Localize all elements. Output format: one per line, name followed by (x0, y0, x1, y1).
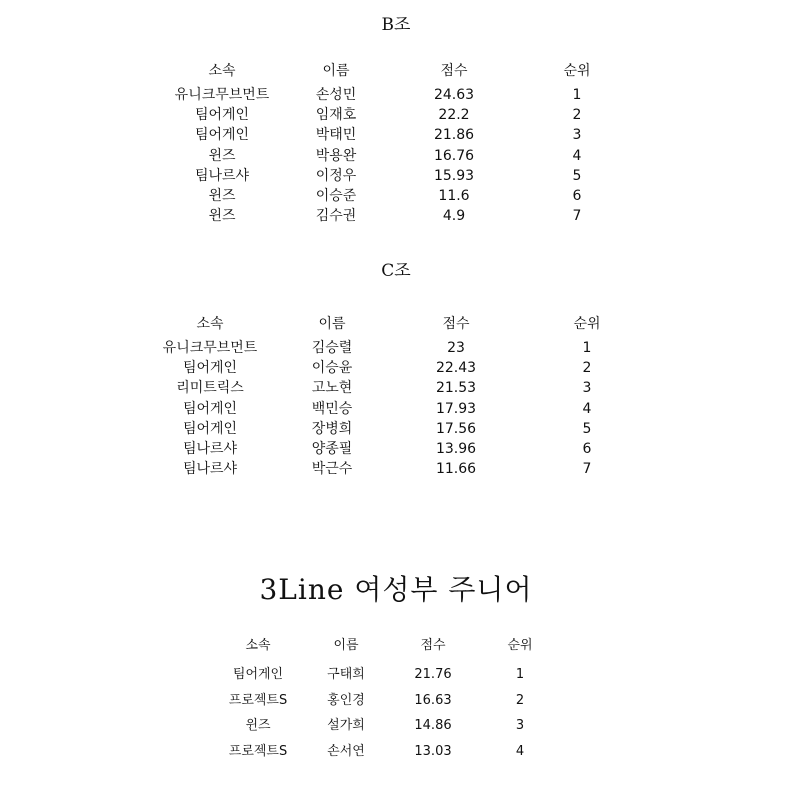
column-header: 소속 (245, 638, 271, 653)
table-cell: 박근수 (311, 461, 353, 478)
column-header: 이름 (318, 316, 346, 332)
table-cell: 17.56 (435, 420, 477, 437)
table-cell: 팀어게인 (194, 107, 250, 124)
table-cell: 팀나르샤 (182, 461, 238, 478)
table-cell: 팀나르샤 (182, 441, 238, 457)
table-cell: 2 (572, 107, 582, 124)
table-cell: 박용완 (315, 147, 357, 164)
table-cell: 1 (515, 667, 525, 682)
table-cell: 윈즈 (208, 188, 236, 204)
table-cell: 윈즈 (208, 208, 236, 225)
table-cell: 팀나르샤 (194, 167, 250, 184)
table-cell: 유니크무브먼트 (174, 87, 270, 103)
table-cell: 2 (515, 692, 525, 708)
column-header: 이름 (322, 63, 350, 79)
table-cell: 윈즈 (208, 147, 236, 164)
table-cell: 이승준 (315, 188, 357, 204)
table-cell: 팀어게인 (194, 127, 250, 144)
table-cell: 2 (582, 360, 592, 377)
table-cell: 6 (572, 188, 582, 204)
table-cell: 이정우 (315, 167, 357, 184)
table-cell: 유니크무브먼트 (162, 340, 258, 356)
table-cell: 11.6 (438, 188, 470, 204)
table-cell: 21.76 (414, 667, 452, 682)
table-cell: 5 (572, 167, 582, 184)
table-cell: 4.9 (442, 208, 466, 225)
table-cell: 리미트릭스 (176, 380, 244, 397)
column-header: 소속 (196, 316, 224, 332)
table-cell: 11.66 (435, 461, 477, 478)
column-header: 순위 (507, 638, 533, 653)
table-cell: 24.63 (433, 87, 475, 103)
table-cell: 21.53 (435, 380, 477, 397)
column-header: 소속 (208, 63, 236, 79)
group-title: C조 (381, 261, 411, 281)
table-cell: 17.93 (435, 400, 477, 417)
column-header: 점수 (440, 63, 468, 79)
table-cell: 팀어게인 (182, 400, 238, 417)
table-cell: 7 (572, 208, 582, 225)
table-cell: 이승윤 (311, 360, 353, 377)
table-cell: 장병희 (311, 420, 353, 437)
table-cell: 6 (582, 441, 592, 457)
table-cell: 4 (582, 400, 592, 417)
table-cell: 프로젝트S (228, 744, 288, 760)
table-cell: 16.63 (414, 692, 452, 708)
table-cell: 김승렬 (311, 340, 353, 356)
table-cell: 21.86 (433, 127, 475, 144)
table-cell: 임재호 (315, 107, 357, 124)
column-header: 점수 (420, 638, 446, 653)
table-cell: 고노현 (311, 380, 353, 397)
table-cell: 13.96 (435, 441, 477, 457)
table-cell: 15.93 (433, 167, 475, 184)
table-cell: 14.86 (414, 718, 452, 734)
table-cell: 3 (572, 127, 582, 144)
column-header: 순위 (563, 63, 591, 79)
table-cell: 손성민 (315, 87, 357, 103)
table-cell: 7 (582, 461, 592, 478)
table-cell: 23 (447, 340, 465, 356)
table-cell: 4 (515, 744, 525, 760)
table-cell: 프로젝트S (228, 692, 288, 708)
table-cell: 16.76 (433, 147, 475, 164)
table-cell: 백민승 (311, 400, 353, 417)
table-cell: 1 (572, 87, 582, 103)
column-header: 점수 (442, 316, 470, 332)
table-cell: 4 (572, 147, 582, 164)
column-header: 순위 (573, 316, 601, 332)
table-cell: 팀어게인 (182, 360, 238, 377)
table-cell: 윈즈 (245, 718, 271, 734)
table-cell: 3 (582, 380, 592, 397)
table-cell: 3 (515, 718, 525, 734)
table-cell: 13.03 (414, 744, 452, 760)
table-cell: 팀어게인 (232, 667, 284, 682)
table-cell: 손서연 (327, 744, 365, 760)
table-cell: 양종필 (311, 441, 353, 457)
group-title: B조 (381, 15, 411, 35)
table-cell: 설가희 (327, 718, 365, 734)
table-cell: 22.2 (438, 107, 470, 124)
table-cell: 박태민 (315, 127, 357, 144)
column-header: 이름 (333, 638, 359, 653)
group-title: 3Line 여성부 주니어 (259, 573, 533, 606)
table-cell: 구태희 (327, 667, 365, 682)
table-cell: 22.43 (435, 360, 477, 377)
table-cell: 1 (582, 340, 592, 356)
table-cell: 김수권 (315, 208, 357, 225)
table-cell: 팀어게인 (182, 420, 238, 437)
table-cell: 홍인경 (327, 692, 365, 708)
table-cell: 5 (582, 420, 592, 437)
